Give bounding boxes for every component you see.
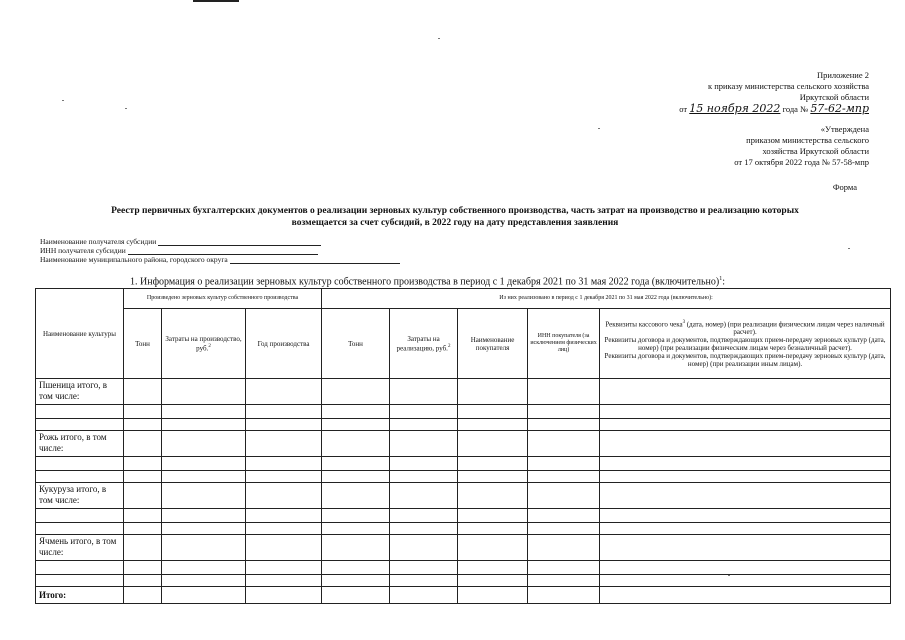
section-heading-text: 1. Информация о реализации зерновых культур собственного производства в период с 1 декабря 2021 по 31 мая 2022 года (включительно) [130, 276, 720, 288]
table-cell[interactable] [600, 509, 891, 523]
table-cell[interactable] [390, 535, 458, 561]
table-cell[interactable] [458, 419, 528, 431]
register-table [35, 288, 891, 604]
header-tons-sold: Тонн [322, 309, 390, 379]
approval-line-4: от 17 октября 2022 года № 57-58-мпр [734, 157, 869, 167]
document-title-line-2: возмещается за счет субсидий, в 2022 году на дату представления заявления [291, 218, 619, 228]
header-group-produced: Произведено зерновых культур собственного производства [124, 289, 322, 309]
table-cell[interactable] [246, 419, 322, 431]
table-cell[interactable] [246, 483, 322, 509]
table-cell[interactable] [528, 431, 600, 457]
table-cell[interactable] [528, 457, 600, 471]
table-cell[interactable] [246, 431, 322, 457]
section-colon: : [722, 276, 725, 288]
table-cell[interactable] [246, 405, 322, 419]
table-cell[interactable] [246, 379, 322, 405]
table-cell[interactable] [162, 457, 246, 471]
recipient-name-row [40, 237, 400, 246]
header-details-p3: Реквизиты договора и документов, подтверждающих прием-передачу зерновых культур (дата, номер) (при реализации иным лицам). [604, 352, 886, 369]
table-cell[interactable] [36, 471, 124, 483]
crop-name-cell: Ячмень итого, в том числе: [36, 535, 124, 561]
table-cell[interactable] [528, 379, 600, 405]
table-cell[interactable] [390, 575, 458, 587]
appendix-header [609, 70, 869, 115]
table-cell[interactable] [600, 431, 891, 457]
table-cell[interactable] [458, 523, 528, 535]
appendix-number-handwritten: 57-62-мпр [810, 102, 869, 115]
table-cell[interactable] [162, 535, 246, 561]
table-cell[interactable] [600, 587, 891, 604]
header-buyer: Наименование покупателя [458, 309, 528, 379]
header-details [600, 309, 891, 379]
table-cell[interactable] [600, 405, 891, 419]
scan-speck [438, 38, 440, 39]
table-cell[interactable] [124, 379, 162, 405]
scan-speck [848, 248, 850, 249]
table-cell[interactable] [390, 561, 458, 575]
table-cell[interactable] [528, 405, 600, 419]
table-cell[interactable] [124, 457, 162, 471]
recipient-name-label: Наименование получателя субсидии [40, 237, 157, 246]
table-cell[interactable] [528, 483, 600, 509]
table-cell[interactable] [162, 419, 246, 431]
approval-line-2: приказом министерства сельского [746, 135, 869, 145]
approval-line-1: «Утверждена [820, 124, 869, 134]
table-cell[interactable] [162, 379, 246, 405]
table-cell[interactable] [36, 509, 124, 523]
table-cell[interactable] [600, 457, 891, 471]
section-heading [130, 276, 725, 287]
table-cell[interactable] [322, 483, 390, 509]
table-cell[interactable] [390, 379, 458, 405]
table-cell[interactable] [528, 535, 600, 561]
table-cell[interactable] [528, 509, 600, 523]
table-cell[interactable] [322, 587, 390, 604]
table-cell[interactable] [458, 379, 528, 405]
table-cell[interactable] [246, 575, 322, 587]
table-cell[interactable] [322, 575, 390, 587]
header-cost-production-text: Затраты на производство, руб. [165, 334, 242, 353]
district-label: Наименование муниципального района, городского округа [40, 255, 228, 264]
table-cell[interactable] [246, 535, 322, 561]
table-cell[interactable] [322, 523, 390, 535]
total-label: Итого: [36, 587, 124, 604]
appendix-number-prefix: года № [782, 104, 809, 114]
table-cell[interactable] [600, 561, 891, 575]
table-cell[interactable] [528, 561, 600, 575]
approval-block [649, 124, 869, 168]
recipient-inn-row [40, 246, 400, 255]
table-cell[interactable] [162, 587, 246, 604]
appendix-date-line [609, 103, 869, 115]
table-row [36, 471, 891, 483]
header-cost-production-sup: 2 [208, 343, 211, 349]
table-row [36, 509, 891, 523]
scan-edge-mark [193, 0, 239, 2]
table-cell[interactable] [528, 471, 600, 483]
table-cell[interactable] [458, 587, 528, 604]
table-cell[interactable] [162, 431, 246, 457]
table-cell[interactable] [162, 405, 246, 419]
table-cell[interactable] [458, 561, 528, 575]
district-blank[interactable] [230, 255, 400, 264]
table-row [36, 431, 891, 457]
table-cell[interactable] [390, 419, 458, 431]
table-cell[interactable] [36, 419, 124, 431]
table-cell[interactable] [458, 535, 528, 561]
header-crop-name: Наименование культуры [36, 289, 124, 379]
table-cell[interactable] [322, 509, 390, 523]
table-cell[interactable] [322, 457, 390, 471]
table-cell[interactable] [246, 471, 322, 483]
table-cell[interactable] [124, 561, 162, 575]
table-cell[interactable] [124, 419, 162, 431]
table-cell[interactable] [600, 575, 891, 587]
crop-name-cell: Рожь итого, в том числе: [36, 431, 124, 457]
section-footnote: 1 [719, 276, 723, 282]
table-cell[interactable] [124, 575, 162, 587]
document-title-line-1: Реестр первичных бухгалтерских документов о реализации зерновых культур собственного производства, часть затрат на производство и реализацию которых [111, 206, 799, 216]
table-cell[interactable] [322, 561, 390, 575]
scan-speck [728, 575, 730, 576]
table-cell[interactable] [322, 431, 390, 457]
recipient-name-blank[interactable] [158, 237, 321, 246]
table-cell[interactable] [36, 561, 124, 575]
table-cell[interactable] [390, 471, 458, 483]
table-cell[interactable] [124, 587, 162, 604]
table-cell[interactable] [124, 405, 162, 419]
table-cell[interactable] [246, 509, 322, 523]
table-row [36, 561, 891, 575]
approval-line-3: хозяйства Иркутской области [762, 146, 869, 156]
header-details-p1 [604, 319, 886, 336]
table-cell[interactable] [124, 509, 162, 523]
table-cell[interactable] [600, 419, 891, 431]
table-cell[interactable] [458, 471, 528, 483]
table-cell[interactable] [600, 523, 891, 535]
table-cell[interactable] [600, 483, 891, 509]
appendix-line-2: к приказу министерства сельского хозяйства [707, 81, 869, 91]
header-cost-production [162, 309, 246, 379]
header-cost-sale-sup: 2 [447, 343, 451, 349]
table-cell[interactable] [124, 483, 162, 509]
table-row [36, 405, 891, 419]
scan-speck [125, 108, 127, 109]
table-cell[interactable] [600, 379, 891, 405]
table-cell[interactable] [322, 471, 390, 483]
scan-speck [62, 100, 64, 101]
header-buyer-inn: ИНН покупателя (за исключением физических лиц) [528, 309, 600, 379]
table-cell[interactable] [390, 523, 458, 535]
table-cell[interactable] [390, 405, 458, 419]
header-details-p2: Реквизиты договора и документов, подтверждающих прием-передачу зерновых культур (дата, номер) (при реализации физическим лицам через безналичный расчет). [604, 336, 886, 353]
table-row [36, 575, 891, 587]
table-cell[interactable] [124, 471, 162, 483]
table-cell[interactable] [528, 419, 600, 431]
table-cell[interactable] [458, 457, 528, 471]
table-cell[interactable] [322, 405, 390, 419]
table-cell[interactable] [528, 575, 600, 587]
table-cell[interactable] [246, 457, 322, 471]
district-row [40, 255, 400, 264]
header-details-p1-b: (дата, номер) (при реализации физическим лицам через наличный расчет). [685, 320, 885, 337]
table-cell[interactable] [36, 523, 124, 535]
table-cell[interactable] [600, 471, 891, 483]
table-row [36, 535, 891, 561]
total-row [36, 587, 891, 604]
table-cell[interactable] [458, 405, 528, 419]
crop-name-cell: Кукуруза итого, в том числе: [36, 483, 124, 509]
table-row [36, 483, 891, 509]
form-label: Форма [832, 182, 857, 192]
table-cell[interactable] [124, 431, 162, 457]
table-cell[interactable] [528, 587, 600, 604]
table-cell[interactable] [390, 431, 458, 457]
table-row [36, 523, 891, 535]
table-cell[interactable] [36, 575, 124, 587]
header-details-p1-a: Реквизиты кассового чека [605, 320, 683, 329]
table-cell[interactable] [162, 509, 246, 523]
header-group-sold: Из них реализовано в период с 1 декабря 2021 по 31 мая 2022 года (включительно): [322, 289, 891, 309]
table-cell[interactable] [162, 471, 246, 483]
table-cell[interactable] [528, 523, 600, 535]
table-cell[interactable] [458, 431, 528, 457]
recipient-inn-blank[interactable] [128, 246, 318, 255]
table-cell[interactable] [36, 405, 124, 419]
table-cell[interactable] [458, 483, 528, 509]
table-row [36, 379, 891, 405]
document-title [60, 205, 850, 229]
header-cost-sale [390, 309, 458, 379]
table-cell[interactable] [124, 523, 162, 535]
table-cell[interactable] [246, 523, 322, 535]
table-cell[interactable] [246, 561, 322, 575]
header-year: Год производства [246, 309, 322, 379]
table-row [36, 457, 891, 471]
table-row [36, 419, 891, 431]
recipient-fields [40, 237, 400, 264]
appendix-date-prefix: от [679, 104, 688, 114]
scan-speck [598, 128, 600, 129]
crop-rows [36, 379, 891, 587]
appendix-date-handwritten: 15 ноября 2022 [689, 102, 781, 115]
table-cell[interactable] [162, 523, 246, 535]
table-cell[interactable] [124, 535, 162, 561]
table-cell[interactable] [600, 535, 891, 561]
recipient-inn-label: ИНН получателя субсидии [40, 246, 126, 255]
appendix-line-3: Иркутской области [799, 92, 869, 102]
table-cell[interactable] [458, 575, 528, 587]
crop-name-cell: Пшеница итого, в том числе: [36, 379, 124, 405]
table-cell[interactable] [162, 483, 246, 509]
table-cell[interactable] [322, 535, 390, 561]
table-cell[interactable] [458, 509, 528, 523]
table-cell[interactable] [246, 587, 322, 604]
table-cell[interactable] [390, 587, 458, 604]
table-cell[interactable] [322, 419, 390, 431]
header-details-p1-sup: 3 [682, 319, 686, 325]
table-cell[interactable] [322, 379, 390, 405]
table-cell[interactable] [390, 509, 458, 523]
table-cell[interactable] [390, 457, 458, 471]
header-tons-produced: Тонн [124, 309, 162, 379]
header-cost-sale-text: Затраты на реализацию, руб. [396, 334, 448, 353]
appendix-line-1: Приложение 2 [817, 70, 869, 80]
table-cell[interactable] [36, 457, 124, 471]
table-cell[interactable] [162, 561, 246, 575]
table-cell[interactable] [162, 575, 246, 587]
table-cell[interactable] [390, 483, 458, 509]
